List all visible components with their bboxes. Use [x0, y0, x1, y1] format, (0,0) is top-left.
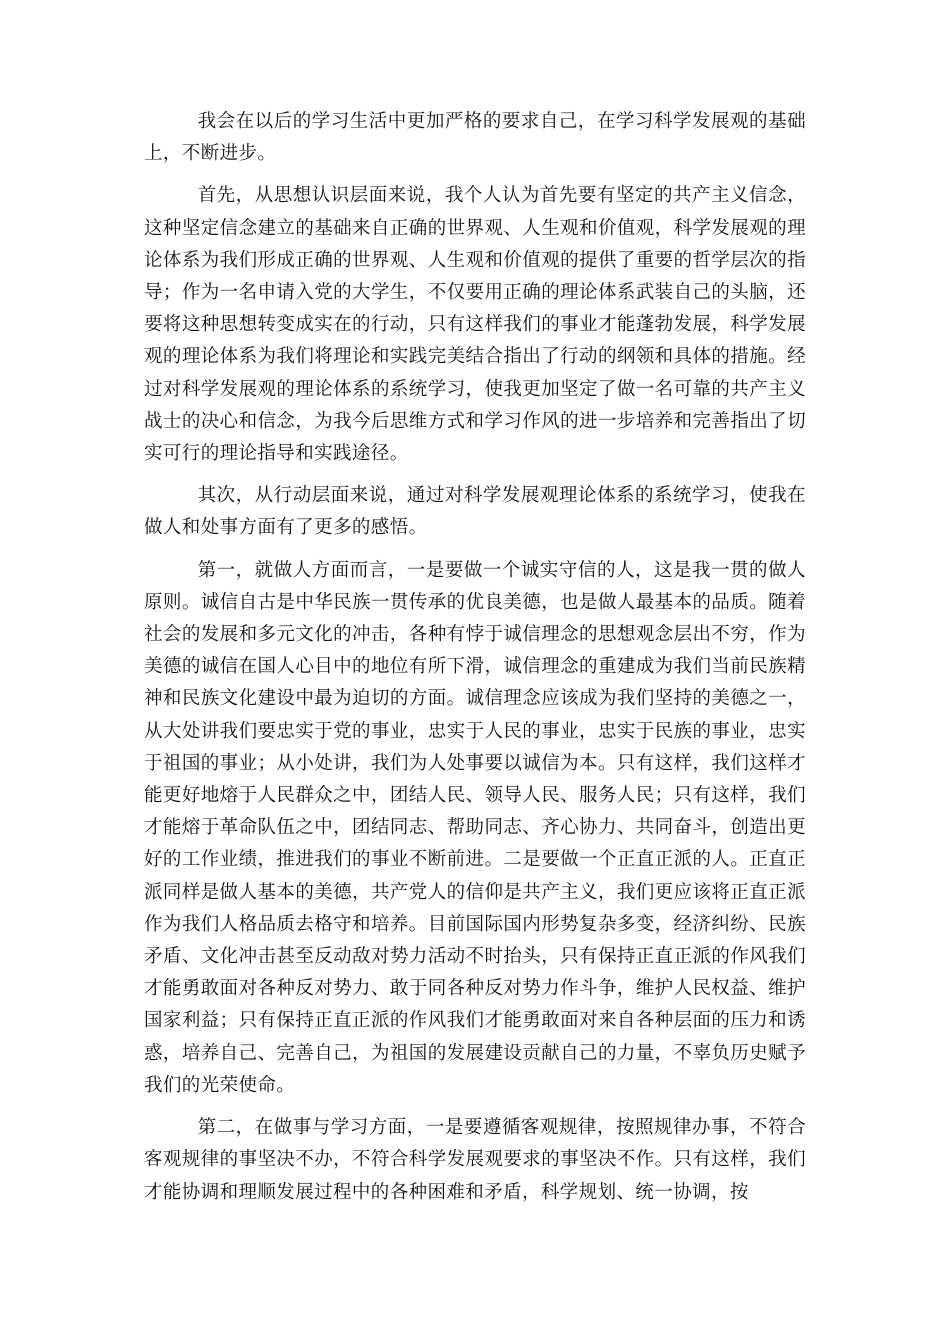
- paragraph-5: 第二，在做事与学习方面，一是要遵循客观规律，按照规律办事，不符合客观规律的事坚决不办，不符合科学发展观要求的事坚决不作。只有这样，我们才能协调和理顺发展过程中的各种困难和矛盾，科学规划、统一协调，按: [144, 1117, 806, 1203]
- paragraph-4: 第一，就做人方面而言，一是要做一个诚实守信的人，这是我一贯的做人原则。诚信自古是中华民族一贯传承的优良美德，也是做人最基本的品质。随着社会的发展和多元文化的冲击，各种有悖于诚信理念的思想观念层出不穷，作为美德的诚信在国人心目中的地位有所下滑，诚信理念的重建成为我们当前民族精神和民族文化建设中最为迫切的方面。诚信理念应该成为我们坚持的美德之一，从大处讲我们要忠实于党的事业，忠实于人民的事业，忠实于民族的事业，忠实于祖国的事业；从小处讲，我们为人处事要以诚信为本。只有这样，我们这样才能更好地熔于人民群众之中，团结人民、领导人民、服务人民；只有这样，我们才能熔于革命队伍之中，团结同志、帮助同志、齐心协力、共同奋斗，创造出更好的工作业绩，推进我们的事业不断前进。二是要做一个正直正派的人。正直正派同样是做人基本的美德，共产党人的信仰是共产主义，我们更应该将正直正派作为我们人格品质去格守和培养。目前国际国内形势复杂多变，经济纠纷、民族矛盾、文化冲击甚至反动敌对势力活动不时抬头，只有保持正直正派的作风我们才能勇敢面对各种反对势力、敢于同各种反对势力作斗争，维护人民权益、维护国家利益；只有保持正直正派的作风我们才能勇敢面对来自各种层面的压力和诱惑，培养自己、完善自己，为祖国的发展建设贡献自己的力量，不辜负历史赋予我们的光荣使命。: [144, 559, 806, 1096]
- document-body: [144, 106, 806, 1219]
- paragraph-2: 首先，从思想认识层面来说，我个人认为首先要有坚定的共产主义信念，这种坚定信念建立的基础来自正确的世界观、人生观和价值观，科学发展观的理论体系为我们形成正确的世界观、人生观和价值观的提供了重要的哲学层次的指导；作为一名申请入党的大学生，不仅要用正确的理论体系武装自己的头脑，还要将这种思想转变成实在的行动，只有这样我们的事业才能蓬勃发展，科学发展观的理论体系为我们将理论和实践完美结合指出了行动的纲领和具体的措施。经过对科学发展观的理论体系的系统学习，使我更加坚定了做一名可靠的共产主义战士的决心和信念，为我今后思维方式和学习作风的进一步培养和完善指出了切实可行的理论指导和实践途径。: [144, 185, 806, 465]
- paragraph-1: 我会在以后的学习生活中更加严格的要求自己，在学习科学发展观的基础上，不断进步。: [144, 111, 806, 165]
- paragraph-3: 其次，从行动层面来说，通过对科学发展观理论体系的系统学习，使我在做人和处事方面有了更多的感悟。: [144, 485, 806, 539]
